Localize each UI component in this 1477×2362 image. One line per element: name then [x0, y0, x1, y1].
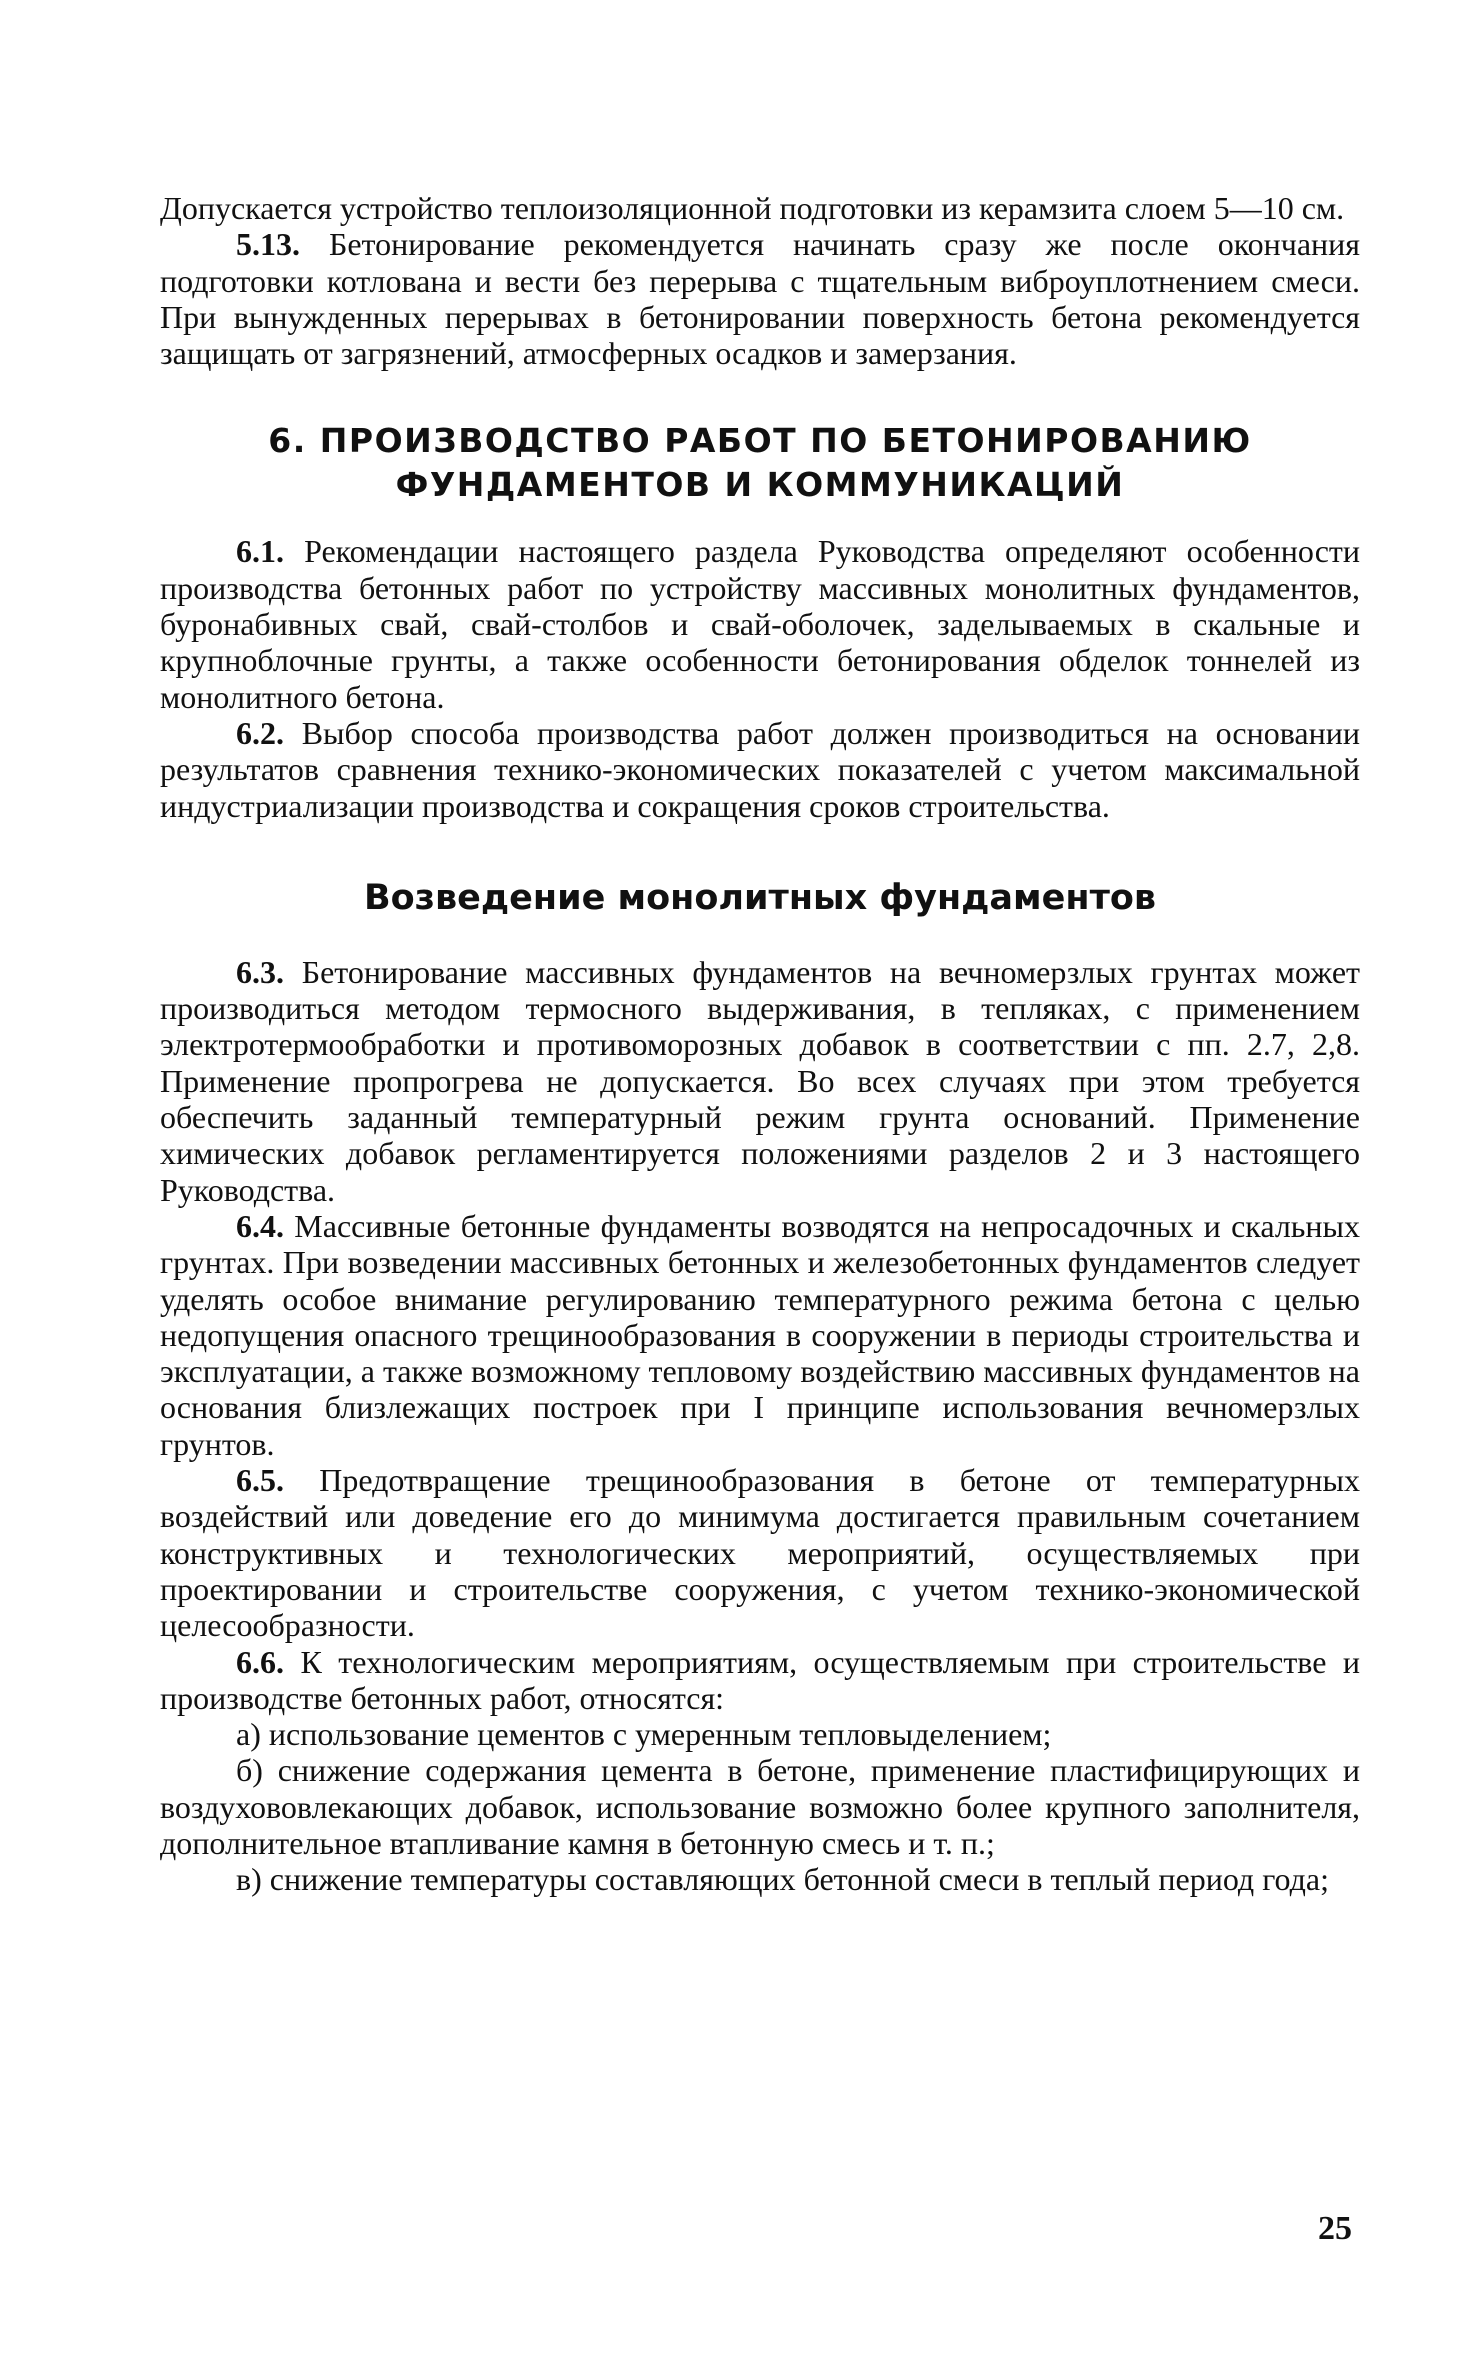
paragraph-6-6 — [160, 1644, 1360, 1717]
paragraph-text: Массивные бетонные фундаменты возводятся на непросадочных и скальных грунтах. При возведении массивных бетонных и железобетонных фундаментов следует уделять особое внимание регулированию температурного режима бетона с целью недопущения опасного трещинообразования в сооружении в периоды строительства и эксплуатации, а также возможному тепловому воздействию массивных фундаментов на основания близлежащих построек при I принципе использования вечномерзлых грунтов. — [160, 1207, 1361, 1462]
list-item-c: в) снижение температуры составляющих бетонной смеси в теплый период года; — [236, 1861, 1329, 1898]
paragraph-number: 6.2. — [236, 714, 284, 751]
paragraph-number: 6.4. — [236, 1207, 284, 1244]
list-item-b: б) снижение содержания цемента в бетоне, применение пластифицирующих и воздухововлекающих добавок, использование возможно более крупного заполнителя, дополнительное втапливание камня в бетонную смесь и т. п.; — [160, 1752, 1360, 1861]
paragraph-text: Предотвращение трещинообразования в бетоне от температурных воздействий или доведение его до минимума достигается правильным сочетанием конструктивных и технологических мероприятий, осуществляемых при проектировании и строительстве сооружения, с учетом технико-экономической целесообразности. — [160, 1462, 1361, 1644]
page-content — [160, 190, 1360, 1898]
list-item-a: а) использование цементов с умеренным тепловыделением; — [236, 1716, 1052, 1753]
paragraph-number: 6.3. — [236, 953, 284, 990]
paragraph-6-2 — [160, 715, 1360, 824]
paragraph-text: Бетонирование массивных фундаментов на вечномерзлых грунтах может производиться методом термосного выдерживания, в тепляках, с применением электротермообработки и противоморозных добавок в соответствии с пп. 2.7, 2,8. Применение пропрогрева не допускается. Во всех случаях при этом требуется обеспечить заданный температурный режим грунта оснований. Применение химических добавок регламентируется положениями разделов 2 и 3 настоящего Руководства. — [160, 953, 1361, 1208]
subsection-title: Возведение монолитных фундаментов — [363, 877, 1157, 918]
paragraph-6-1 — [160, 533, 1360, 714]
section-title-line-2: ФУНДАМЕНТОВ И КОММУНИКАЦИЙ — [395, 465, 1125, 505]
section-title — [160, 419, 1360, 507]
paragraph-number: 6.1. — [236, 533, 284, 570]
paragraph-text: Бетонирование рекомендуется начинать сразу же после окончания подготовки котлована и вести без перерыва с тщательным виброуплотнением смеси. При вынужденных перерывах в бетонировании поверхность бетона рекомендуется защищать от загрязнений, атмосферных осадков и замерзания. — [160, 226, 1361, 372]
paragraph-number: 5.13. — [236, 226, 300, 263]
paragraph-text: Выбор способа производства работ должен производиться на основании результатов сравнения технико-экономических показателей с учетом максимальной индустриализации производства и сокращения сроков строительства. — [160, 714, 1361, 824]
paragraph-6-3 — [160, 954, 1360, 1208]
section-title-line-1: 6. ПРОИЗВОДСТВО РАБОТ ПО БЕТОНИРОВАНИЮ — [268, 421, 1252, 461]
paragraph-number: 6.5. — [236, 1462, 284, 1499]
paragraph-number: 6.6. — [236, 1643, 284, 1680]
paragraph-text: К технологическим мероприятиям, осуществляемым при строительстве и производстве бетонных работ, относятся: — [160, 1643, 1361, 1716]
paragraph-6-5 — [160, 1462, 1360, 1643]
paragraph-5-13 — [160, 226, 1360, 371]
paragraph-6-4 — [160, 1208, 1360, 1462]
paragraph-text: Рекомендации настоящего раздела Руководства определяют особенности производства бетонных работ по устройству массивных монолитных фундаментов, буронабивных свай, свай-столбов и свай-оболочек, заделываемых в скальные и крупноблочные грунты, а также особенности бетонирования обделок тоннелей из монолитного бетона. — [160, 533, 1361, 715]
paragraph-intro: Допускается устройство теплоизоляционной подготовки из керамзита слоем 5—10 см. — [160, 190, 1345, 226]
page-number: 25 — [1318, 2210, 1352, 2247]
